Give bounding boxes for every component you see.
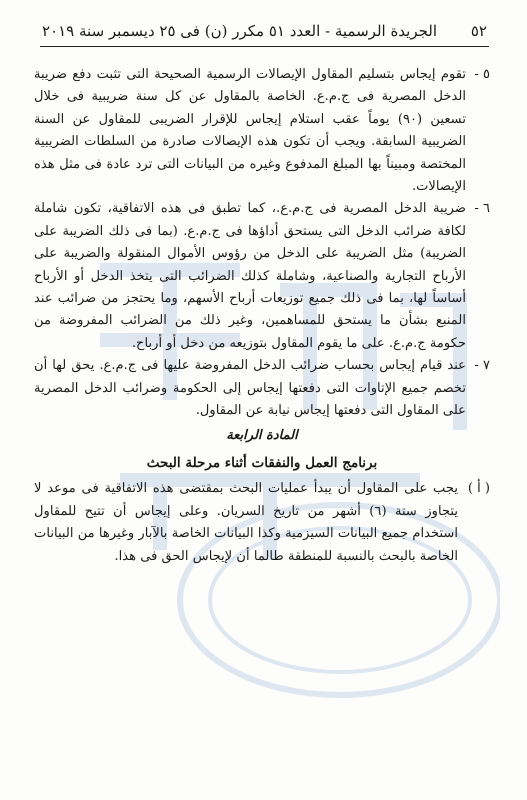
clause-text: تقوم إيجاس بتسليم المقاول الإيصالات الرسمية الصحيحة التى تثبت دفع ضريبة الدخل المصرية فى ج.م.ع. الخاصة بالمقاول عن كل سنة ضريبية فى خلال تسعين (٩٠) يوماً عقب استلام إيجاس للإقرار الضريبى للمقاول عن السنة الضريبية السابقة. ويجب أن تكون هذه الإيصالات صادرة من السلطات الضريبية المختصة ومبيناً بها المبلغ المدفوع وغيره من البيانات التى ترد عادة فى مثل هذه الإيصالات. — [34, 67, 466, 195]
clause-text: عند قيام إيجاس بحساب ضرائب الدخل المفروضة عليها فى ج.م.ع. يحق لها أن تخصم جميع الإتاوات التى دفعتها إيجاس إلى الحكومة وضرائب الدخل المصرية على المقاول التى دفعتها إيجاس نيابة عن المقاول. — [34, 358, 466, 419]
document-body — [34, 64, 490, 568]
clause-number: ٦ - — [474, 201, 490, 217]
sub-clause-text: يجب على المقاول أن يبدأ عمليات البحث بمقتضى هذه الاتفاقية فى موعد لا يتجاوز ستة (٦) أشهر من تاريخ السريان. وعلى إيجاس أن تتيح للمقاول استخدام جميع البيانات السيزمية وكذا البيانات الخاصة بالآبار وغيرها من البيانات الخاصة بالبحث بالنسبة للمنطقة طالما أن لإيجاس الحق فى هذا. — [34, 481, 459, 564]
page-header — [42, 22, 487, 42]
clause-text: ضريبة الدخل المصرية فى ج.م.ع.، كما تطبق فى هذه الاتفاقية، تكون شاملة لكافة ضرائب الدخل التى يستحق أداؤها فى ج.م.ع. (بما فى ذلك الضريبة على الضريبة) مثل الضريبة على الدخل من رؤوس الأموال المنقولة والضريبة على الأرباح التجارية والصناعية، وشاملة كذلك الضرائب التى يتخذ الدخل أو الأرباح أساساً لها، بما فى ذلك جميع توزيعات أرباح الأسهم، وما يحتجز من ضرائب عند المنبع بشأن ما يستحق للمساهمين، وغير ذلك من الضرائب المفروضة من حكومة ج.م.ع. على ما يقوم المقاول بتوزيعه من دخل أو أرباح. — [34, 201, 466, 351]
sub-clause-marker: ( أ ) — [467, 481, 490, 497]
gazette-title: الجريدة الرسمية - العدد ٥١ مكرر (ن) فى ٢٥ ديسمبر سنة ٢٠١٩ — [42, 22, 438, 40]
page-number: ٥٢ — [470, 22, 487, 40]
clause-7 — [34, 355, 490, 422]
clause-number: ٥ - — [474, 67, 490, 82]
article-heading: المادة الرابعة — [226, 427, 298, 443]
section-heading: برنامج العمل والنفقات أثناء مرحلة البحث — [146, 454, 378, 471]
clause-5 — [34, 64, 490, 198]
clause-6 — [34, 198, 490, 355]
sub-clause-a — [34, 478, 490, 568]
header-divider — [40, 46, 489, 47]
clause-number: ٧ - — [474, 358, 490, 374]
